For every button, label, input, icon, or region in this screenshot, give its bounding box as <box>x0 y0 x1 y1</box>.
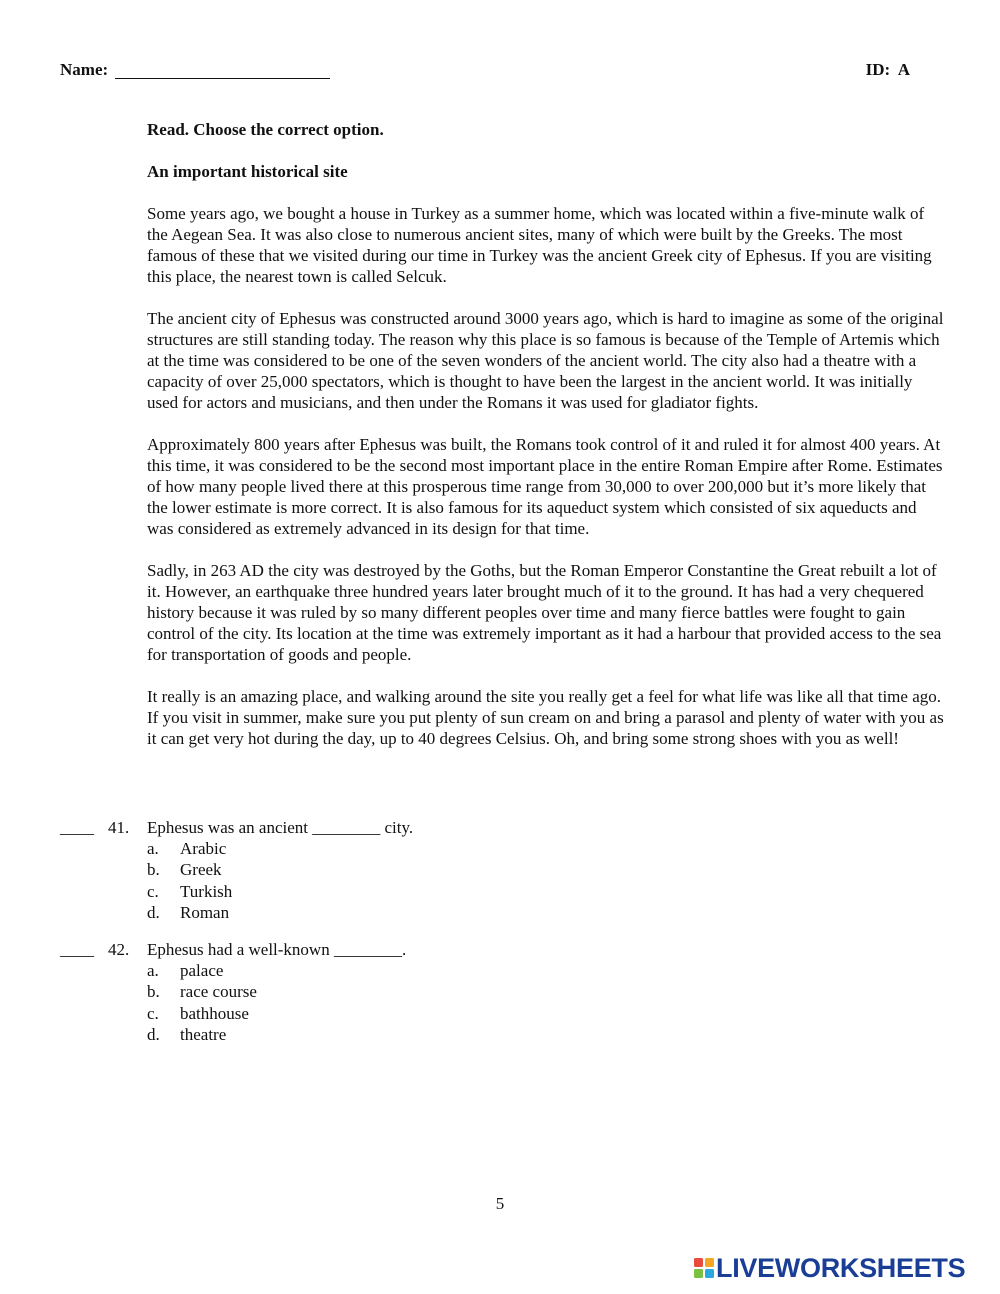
logo-square-orange <box>705 1258 714 1267</box>
question-41 <box>60 817 940 923</box>
answer-blank-42[interactable]: ____ <box>60 940 94 959</box>
answer-blank-41[interactable]: ____ <box>60 818 94 837</box>
instructions: Read. Choose the correct option. <box>147 120 384 139</box>
option-letter: a. <box>147 839 159 858</box>
reading-paragraph-4: Sadly, in 263 AD the city was destroyed by the Goths, but the Roman Emperor Constantine the Great rebuilt a lot of it. However, an earthquake three hundred years later brought much of it to the ground. It has had a very chequered history because it was ruled by so many different peoples over time and many fierce battles were fought to gain control of the city. Its location at the time was extremely important as it had a harbour that provided access to the sea for transportation of goods and people. <box>147 561 942 664</box>
option-c[interactable] <box>60 1003 940 1024</box>
option-a[interactable] <box>60 838 940 859</box>
option-text: theatre <box>180 1024 227 1044</box>
option-letter: b. <box>147 982 160 1002</box>
option-letter: a. <box>147 961 159 980</box>
liveworksheets-logo-icon <box>694 1258 714 1278</box>
option-letter: d. <box>147 902 160 922</box>
name-underline <box>115 78 330 79</box>
option-d[interactable] <box>60 1024 940 1045</box>
option-text: race course <box>180 982 257 1002</box>
reading-section <box>147 119 947 770</box>
name-label: Name: <box>60 60 109 79</box>
id-value: A <box>897 60 910 79</box>
question-stem: Ephesus had a well-known ________. <box>147 940 407 959</box>
reading-paragraph-3: Approximately 800 years after Ephesus was built, the Romans took control of it and ruled it for almost 400 years. At this time, it was considered to be the second most important place in the entire Roman Empire after Rome. Estimates of how many people lived there at this prosperous time range from 30,000 to over 200,000 but it’s more likely that the lower estimate is more correct. It is also famous for its aqueduct system which consisted of six aqueducts and was considered as extremely advanced in its design for that time. <box>147 435 943 538</box>
page-number: 5 <box>495 1194 505 1213</box>
reading-paragraph-2: The ancient city of Ephesus was constructed around 3000 years ago, which is hard to imagine as some of the original structures are still standing today. The reason why this place is so famous is because of the Temple of Artemis which at the time was considered to be one of the seven wonders of the ancient world. The city also had a theatre with a capacity of over 25,000 spectators, which is thought to have been the largest in the ancient world. It was initially used for actors and musicians, and then under the Romans it was used for gladiator fights. <box>147 309 944 412</box>
logo-square-blue <box>705 1269 714 1278</box>
reading-title: An important historical site <box>147 162 348 181</box>
option-text: palace <box>180 961 224 980</box>
liveworksheets-brand[interactable] <box>694 1252 990 1284</box>
question-stem: Ephesus was an ancient ________ city. <box>147 818 414 837</box>
option-letter: b. <box>147 860 160 880</box>
option-text: bathhouse <box>180 1003 249 1023</box>
option-letter: c. <box>147 1003 159 1023</box>
option-a[interactable] <box>60 960 940 981</box>
worksheet-header <box>60 60 910 84</box>
brand-name: LIVEWORKSHEETS <box>716 1253 966 1283</box>
option-text: Roman <box>180 902 230 922</box>
reading-paragraph-5: It really is an amazing place, and walking around the site you really get a feel for what life was like all that time ago. If you visit in summer, make sure you put plenty of sun cream on and bring a parasol and plenty of water with you as it can get very hot during the day, up to 40 degrees Celsius. Oh, and bring some strong shoes with you as well! <box>147 687 944 748</box>
option-d[interactable] <box>60 902 940 923</box>
option-letter: c. <box>147 881 159 901</box>
id-block <box>866 60 910 80</box>
option-text: Turkish <box>180 881 233 901</box>
option-text: Greek <box>180 860 222 880</box>
question-number: 42. <box>108 940 130 959</box>
question-number: 41. <box>108 818 130 837</box>
question-42 <box>60 939 940 1045</box>
reading-paragraph-1: Some years ago, we bought a house in Turkey as a summer home, which was located within a five-minute walk of the Aegean Sea. It was also close to numerous ancient sites, many of which were built by the Greeks. The most famous of these that we visited during our time in Turkey was the ancient Greek city of Ephesus. If you are visiting this place, the nearest town is called Selcuk. <box>147 204 932 286</box>
logo-square-red <box>694 1258 703 1267</box>
option-b[interactable] <box>60 981 940 1002</box>
option-c[interactable] <box>60 881 940 902</box>
option-b[interactable] <box>60 859 940 880</box>
option-text: Arabic <box>180 839 227 858</box>
logo-square-green <box>694 1269 703 1278</box>
id-label: ID: <box>865 60 891 79</box>
option-letter: d. <box>147 1024 160 1044</box>
